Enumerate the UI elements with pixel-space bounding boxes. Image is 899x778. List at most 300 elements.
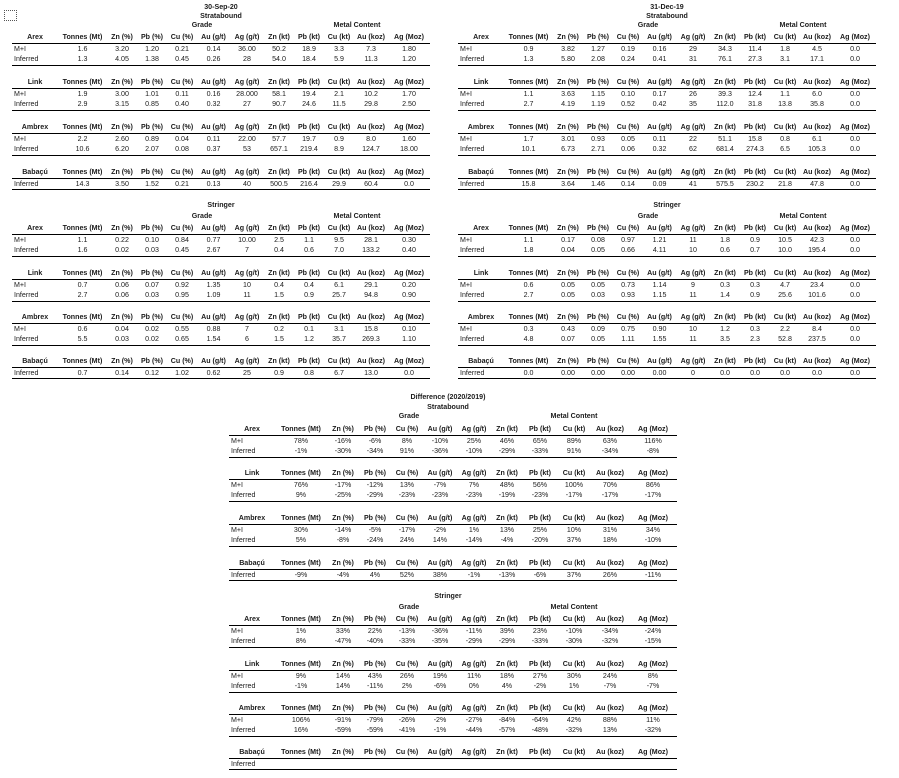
value-cell: 27 (230, 99, 264, 110)
value-cell: 0.3 (523, 324, 534, 333)
column-header: Cu (kt) (324, 268, 354, 279)
value-cell: 1.10 (388, 334, 430, 345)
value-cell: 1.35 (206, 280, 221, 289)
deposit-name: Link (458, 77, 504, 88)
value-cell: 38% (423, 569, 457, 581)
value-cell: -12% (366, 480, 384, 489)
value-cell: 1.1 (780, 89, 790, 98)
value-cell: 11 (689, 235, 697, 244)
value-cell: 0.22 (115, 235, 129, 244)
value-cell: 58.1 (272, 89, 286, 98)
column-header: Cu (kt) (770, 77, 800, 88)
value-cell: 0.20 (402, 280, 416, 289)
column-header: Pb (%) (137, 32, 167, 43)
table-row (458, 178, 876, 190)
column-header: Ag (g/t) (676, 312, 710, 323)
column-header: Cu (%) (613, 223, 643, 234)
value-cell: -24% (644, 626, 662, 635)
column-header: Ag (g/t) (230, 312, 264, 323)
value-cell: 0.52 (613, 99, 643, 110)
column-header: Cu (kt) (324, 122, 354, 133)
value-cell: -36% (423, 446, 457, 457)
value-cell: 22.00 (238, 134, 256, 143)
value-cell: 0.0 (834, 367, 876, 379)
column-header: Cu (%) (613, 32, 643, 43)
value-cell: 0.21 (175, 44, 189, 53)
value-cell: 39.3 (718, 89, 732, 98)
value-cell: -25% (327, 490, 359, 501)
column-header: Cu (kt) (557, 513, 591, 524)
column-header: Tonnes (Mt) (504, 356, 553, 367)
column-header: Cu (%) (167, 223, 197, 234)
value-cell: 10% (566, 525, 582, 534)
column-header: Cu (%) (613, 356, 643, 367)
column-header: Ag (g/t) (230, 268, 264, 279)
column-header: Au (koz) (591, 513, 629, 524)
value-cell: 29 (689, 44, 697, 53)
value-cell: 14% (335, 671, 351, 680)
value-cell: 0.9 (750, 235, 760, 244)
column-header: Cu (kt) (770, 356, 800, 367)
column-header: Zn (%) (327, 659, 359, 670)
value-cell: -26% (398, 715, 416, 724)
table-row (458, 88, 876, 99)
value-cell: -7% (629, 681, 677, 692)
column-header: Pb (kt) (294, 312, 324, 323)
value-cell: 10.6 (58, 144, 107, 155)
column-header: Ag (g/t) (676, 77, 710, 88)
value-cell: 43% (367, 671, 383, 680)
column-header: Cu (kt) (324, 167, 354, 178)
value-cell: 133.2 (354, 245, 388, 256)
value-cell: 0.13 (197, 178, 230, 190)
value-cell: -16% (334, 436, 352, 445)
value-cell: -79% (366, 715, 384, 724)
row-category: M+I (460, 44, 473, 53)
table-row (12, 178, 430, 190)
column-header: Zn (%) (107, 223, 137, 234)
value-cell: 0.0 (740, 367, 770, 379)
column-header: Cu (%) (167, 77, 197, 88)
value-cell: 0.06 (613, 144, 643, 155)
value-cell: 2.50 (388, 99, 430, 110)
column-header: Tonnes (Mt) (275, 747, 327, 758)
row-category: Inferred (229, 446, 275, 457)
value-cell: 0.7 (740, 245, 770, 256)
value-cell: 0.11 (175, 89, 189, 98)
column-header: Pb (%) (137, 223, 167, 234)
value-cell: 105.3 (800, 144, 834, 155)
column-header: Tonnes (Mt) (504, 77, 553, 88)
value-cell: 10.00 (238, 235, 256, 244)
value-cell: 1.7 (523, 134, 534, 143)
column-header: Au (koz) (354, 223, 388, 234)
value-cell: 1.09 (197, 290, 230, 301)
value-cell: -29% (457, 636, 491, 647)
value-cell: -9% (275, 569, 327, 581)
value-cell: -17% (557, 490, 591, 501)
column-header: Pb (kt) (523, 558, 557, 569)
column-header: Cu (%) (391, 513, 423, 524)
column-header: Cu (kt) (770, 32, 800, 43)
value-cell: 2.08 (583, 54, 613, 65)
stringer-title: Stringer (207, 201, 235, 209)
resource-table-link (12, 268, 430, 302)
value-cell: 0.7 (58, 367, 107, 379)
column-header: Zn (kt) (264, 32, 294, 43)
stringer-title: Stringer (653, 201, 681, 209)
column-header: Ag (Moz) (834, 223, 876, 234)
value-cell: 7% (468, 480, 480, 489)
deposit-name: Ambrex (229, 703, 275, 714)
column-header: Cu (%) (391, 747, 423, 758)
column-header: Pb (%) (583, 268, 613, 279)
column-header: Pb (%) (359, 614, 391, 625)
value-cell: 13% (591, 725, 629, 736)
deposit-name: Arex (229, 424, 275, 435)
column-header: Pb (kt) (523, 659, 557, 670)
column-header: Au (koz) (800, 122, 834, 133)
column-header: Cu (%) (167, 167, 197, 178)
value-cell: 62 (676, 144, 710, 155)
column-header: Au (koz) (800, 32, 834, 43)
value-cell: 1.46 (583, 178, 613, 190)
value-cell: -23% (391, 490, 423, 501)
value-cell: 0.05 (553, 290, 583, 301)
column-header: Cu (kt) (557, 703, 591, 714)
column-header: Pb (kt) (294, 268, 324, 279)
value-cell: 3.1 (334, 324, 344, 333)
value-cell: 1.60 (402, 134, 416, 143)
deposit-name: Link (229, 659, 275, 670)
value-cell: 1.6 (77, 44, 88, 53)
column-header: Zn (%) (327, 468, 359, 479)
value-cell: -2% (433, 715, 447, 724)
value-cell: 21.8 (770, 178, 800, 190)
value-cell: -32% (629, 725, 677, 736)
value-cell: 8.0 (366, 134, 376, 143)
value-cell: 42.3 (810, 235, 824, 244)
table-row (229, 681, 677, 692)
table-row (458, 99, 876, 110)
column-header: Au (g/t) (197, 122, 230, 133)
column-header: Ag (Moz) (834, 268, 876, 279)
column-header: Au (g/t) (197, 223, 230, 234)
row-category: Inferred (458, 99, 504, 110)
value-cell: 10.5 (778, 235, 792, 244)
value-cell: 0.24 (613, 54, 643, 65)
value-cell: 0.90 (652, 324, 667, 333)
value-cell: 3.01 (561, 134, 575, 143)
value-cell: 0.16 (652, 44, 667, 53)
column-header: Cu (kt) (770, 223, 800, 234)
column-header: Au (koz) (800, 167, 834, 178)
column-header: Zn (%) (107, 356, 137, 367)
deposit-name: Babaçú (229, 558, 275, 569)
value-cell: 0.21 (167, 178, 197, 190)
value-cell: 0.19 (621, 44, 635, 53)
column-header: Zn (%) (553, 122, 583, 133)
value-cell: 15.8 (364, 324, 378, 333)
value-cell: 0.02 (145, 324, 159, 333)
column-header: Ag (g/t) (676, 223, 710, 234)
column-header: Tonnes (Mt) (275, 614, 327, 625)
value-cell: -41% (391, 725, 423, 736)
value-cell: 1.4 (710, 290, 740, 301)
column-header: Pb (kt) (523, 468, 557, 479)
value-cell: 25% (466, 436, 482, 445)
value-cell: 1.9 (77, 89, 88, 98)
value-cell: 1.1 (523, 89, 534, 98)
column-header: Pb (%) (359, 558, 391, 569)
resource-table-ambrex (458, 122, 876, 156)
value-cell: 4% (491, 681, 523, 692)
column-header: Zn (kt) (491, 468, 523, 479)
value-cell: 28 (230, 54, 264, 65)
deposit-name: Arex (458, 32, 504, 43)
column-header: Au (g/t) (423, 703, 457, 714)
row-category: Inferred (458, 144, 504, 155)
value-cell: 52% (391, 569, 423, 581)
value-cell: 0.93 (591, 134, 605, 143)
value-cell: 4.7 (780, 280, 790, 289)
value-cell: 0.3 (750, 324, 760, 333)
value-cell: 0.89 (145, 134, 159, 143)
value-cell: -27% (465, 715, 483, 724)
value-cell: 0.9 (523, 44, 534, 53)
value-cell: 3.00 (115, 89, 129, 98)
value-cell: 18.00 (388, 144, 430, 155)
column-header: Ag (g/t) (457, 468, 491, 479)
left-date: 30-Sep-20 (204, 3, 238, 11)
value-cell: 0.0 (850, 280, 860, 289)
value-cell: 18% (499, 671, 515, 680)
value-cell: -23% (423, 490, 457, 501)
column-header: Zn (%) (107, 77, 137, 88)
grade-header: Grade (398, 603, 420, 611)
value-cell: 2.2 (780, 324, 790, 333)
value-cell: -6% (368, 436, 382, 445)
value-cell (391, 758, 423, 770)
value-cell: 0.00 (643, 367, 676, 379)
value-cell: 37% (557, 535, 591, 546)
deposit-name: Ambrex (12, 122, 58, 133)
column-header: Pb (%) (583, 167, 613, 178)
value-cell: -17% (591, 490, 629, 501)
value-cell: 3.63 (561, 89, 575, 98)
column-header: Ag (g/t) (230, 167, 264, 178)
value-cell: 0.8 (294, 367, 324, 379)
column-header: Ag (Moz) (388, 356, 430, 367)
table-row (229, 435, 677, 446)
column-header: Cu (%) (613, 312, 643, 323)
table-row (12, 133, 430, 144)
column-header: Cu (kt) (324, 312, 354, 323)
table-row (458, 245, 876, 256)
value-cell: -33% (391, 636, 423, 647)
value-cell: 7 (230, 245, 264, 256)
row-category: Inferred (458, 178, 504, 190)
column-header: Zn (kt) (491, 424, 523, 435)
value-cell: 90.7 (264, 99, 294, 110)
column-header: Ag (Moz) (629, 703, 677, 714)
table-row (458, 367, 876, 379)
column-header: Pb (%) (583, 356, 613, 367)
value-cell: 54.0 (264, 54, 294, 65)
value-cell: 5% (275, 535, 327, 546)
column-header: Pb (%) (137, 268, 167, 279)
value-cell: 94.8 (354, 290, 388, 301)
column-header: Ag (Moz) (834, 167, 876, 178)
value-cell: -48% (523, 725, 557, 736)
table-row (229, 758, 677, 770)
value-cell: -17% (334, 480, 352, 489)
column-header: Tonnes (Mt) (58, 122, 107, 133)
value-cell: 47.8 (800, 178, 834, 190)
table-row (458, 334, 876, 345)
value-cell: 681.4 (710, 144, 740, 155)
value-cell: 0.12 (137, 367, 167, 379)
value-cell: 36.00 (238, 44, 256, 53)
value-cell: 31.8 (740, 99, 770, 110)
deposit-name: Ambrex (229, 513, 275, 524)
column-header: Tonnes (Mt) (275, 513, 327, 524)
table-row (229, 490, 677, 501)
column-header: Cu (%) (613, 122, 643, 133)
value-cell: 28.1 (364, 235, 378, 244)
column-header: Au (koz) (591, 468, 629, 479)
column-header: Pb (%) (359, 747, 391, 758)
column-header: Zn (kt) (710, 32, 740, 43)
value-cell: -4% (491, 535, 523, 546)
value-cell: 3.5 (710, 334, 740, 345)
value-cell: 1.8 (780, 44, 790, 53)
value-cell: 0.45 (167, 54, 197, 65)
column-header: Pb (%) (583, 223, 613, 234)
column-header: Ag (Moz) (834, 32, 876, 43)
column-header: Cu (kt) (557, 558, 591, 569)
value-cell: 18% (591, 535, 629, 546)
value-cell: -30% (327, 446, 359, 457)
value-cell: 0.09 (643, 178, 676, 190)
value-cell: 219.4 (294, 144, 324, 155)
value-cell: 0.05 (583, 245, 613, 256)
column-header: Pb (%) (359, 468, 391, 479)
value-cell: 0.1 (304, 324, 314, 333)
value-cell: -10% (457, 446, 491, 457)
value-cell: 39% (499, 626, 515, 635)
value-cell: 19.7 (302, 134, 316, 143)
value-cell: 4.5 (812, 44, 822, 53)
value-cell: 0.17 (652, 89, 667, 98)
deposit-name: Babaçú (229, 747, 275, 758)
value-cell: -64% (531, 715, 549, 724)
value-cell: -14% (334, 525, 352, 534)
value-cell: 0.65 (167, 334, 197, 345)
value-cell: 11 (230, 290, 264, 301)
value-cell: 26% (399, 671, 415, 680)
value-cell: 76.1 (710, 54, 740, 65)
value-cell: 0.75 (621, 324, 635, 333)
row-category: Inferred (12, 178, 58, 190)
value-cell: 0 (676, 367, 710, 379)
value-cell: 52.8 (770, 334, 800, 345)
value-cell: -34% (591, 446, 629, 457)
table-row (458, 43, 876, 54)
value-cell: -24% (359, 535, 391, 546)
column-header: Zn (kt) (710, 223, 740, 234)
column-header: Pb (kt) (294, 32, 324, 43)
column-header: Tonnes (Mt) (275, 558, 327, 569)
row-category: M+I (460, 280, 473, 289)
value-cell: 9 (691, 280, 695, 289)
resource-table-arex (458, 32, 876, 66)
value-cell: 0.3 (750, 280, 760, 289)
column-header: Ag (g/t) (230, 356, 264, 367)
grade-header: Grade (637, 21, 659, 29)
column-header: Ag (Moz) (629, 424, 677, 435)
resource-table-baba (458, 356, 876, 379)
value-cell: 29.8 (354, 99, 388, 110)
column-header: Pb (kt) (740, 32, 770, 43)
table-row (458, 290, 876, 301)
column-header: Pb (%) (359, 424, 391, 435)
row-category: M+I (14, 235, 27, 244)
value-cell: 0.4 (264, 245, 294, 256)
table-row (12, 323, 430, 334)
value-cell: 0.40 (388, 245, 430, 256)
value-cell: 0.11 (652, 134, 667, 143)
value-cell: 14.3 (58, 178, 107, 190)
table-row (229, 535, 677, 546)
resource-table-link (458, 77, 876, 111)
value-cell: -30% (557, 636, 591, 647)
value-cell: 0.0 (770, 367, 800, 379)
value-cell: 0.77 (206, 235, 221, 244)
value-cell: 0.0 (388, 178, 430, 190)
value-cell: 11.4 (748, 44, 762, 53)
value-cell: -2% (433, 525, 447, 534)
resource-table-link (229, 468, 677, 502)
value-cell: -5% (368, 525, 382, 534)
value-cell: 0.11 (206, 134, 221, 143)
column-header: Ag (Moz) (388, 167, 430, 178)
value-cell: 1% (295, 626, 307, 635)
column-header: Ag (Moz) (629, 558, 677, 569)
value-cell: 274.3 (740, 144, 770, 155)
resource-table-link (229, 659, 677, 693)
value-cell: 29.1 (364, 280, 378, 289)
value-cell: -29% (359, 490, 391, 501)
value-cell: 6.7 (324, 367, 354, 379)
value-cell: 51.1 (718, 134, 732, 143)
value-cell: 0.04 (553, 245, 583, 256)
value-cell: 16% (275, 725, 327, 736)
value-cell: 1.19 (583, 99, 613, 110)
value-cell: 10.0 (770, 245, 800, 256)
value-cell: 10 (689, 324, 697, 333)
table-row (12, 367, 430, 379)
value-cell: -23% (457, 490, 491, 501)
column-header: Au (koz) (354, 32, 388, 43)
value-cell: 25.6 (770, 290, 800, 301)
column-header: Zn (kt) (264, 312, 294, 323)
column-header: Pb (kt) (740, 268, 770, 279)
value-cell: 26 (689, 89, 697, 98)
metal-content-header: Metal Content (550, 603, 598, 611)
value-cell: 23.4 (810, 280, 824, 289)
value-cell: 91% (557, 446, 591, 457)
